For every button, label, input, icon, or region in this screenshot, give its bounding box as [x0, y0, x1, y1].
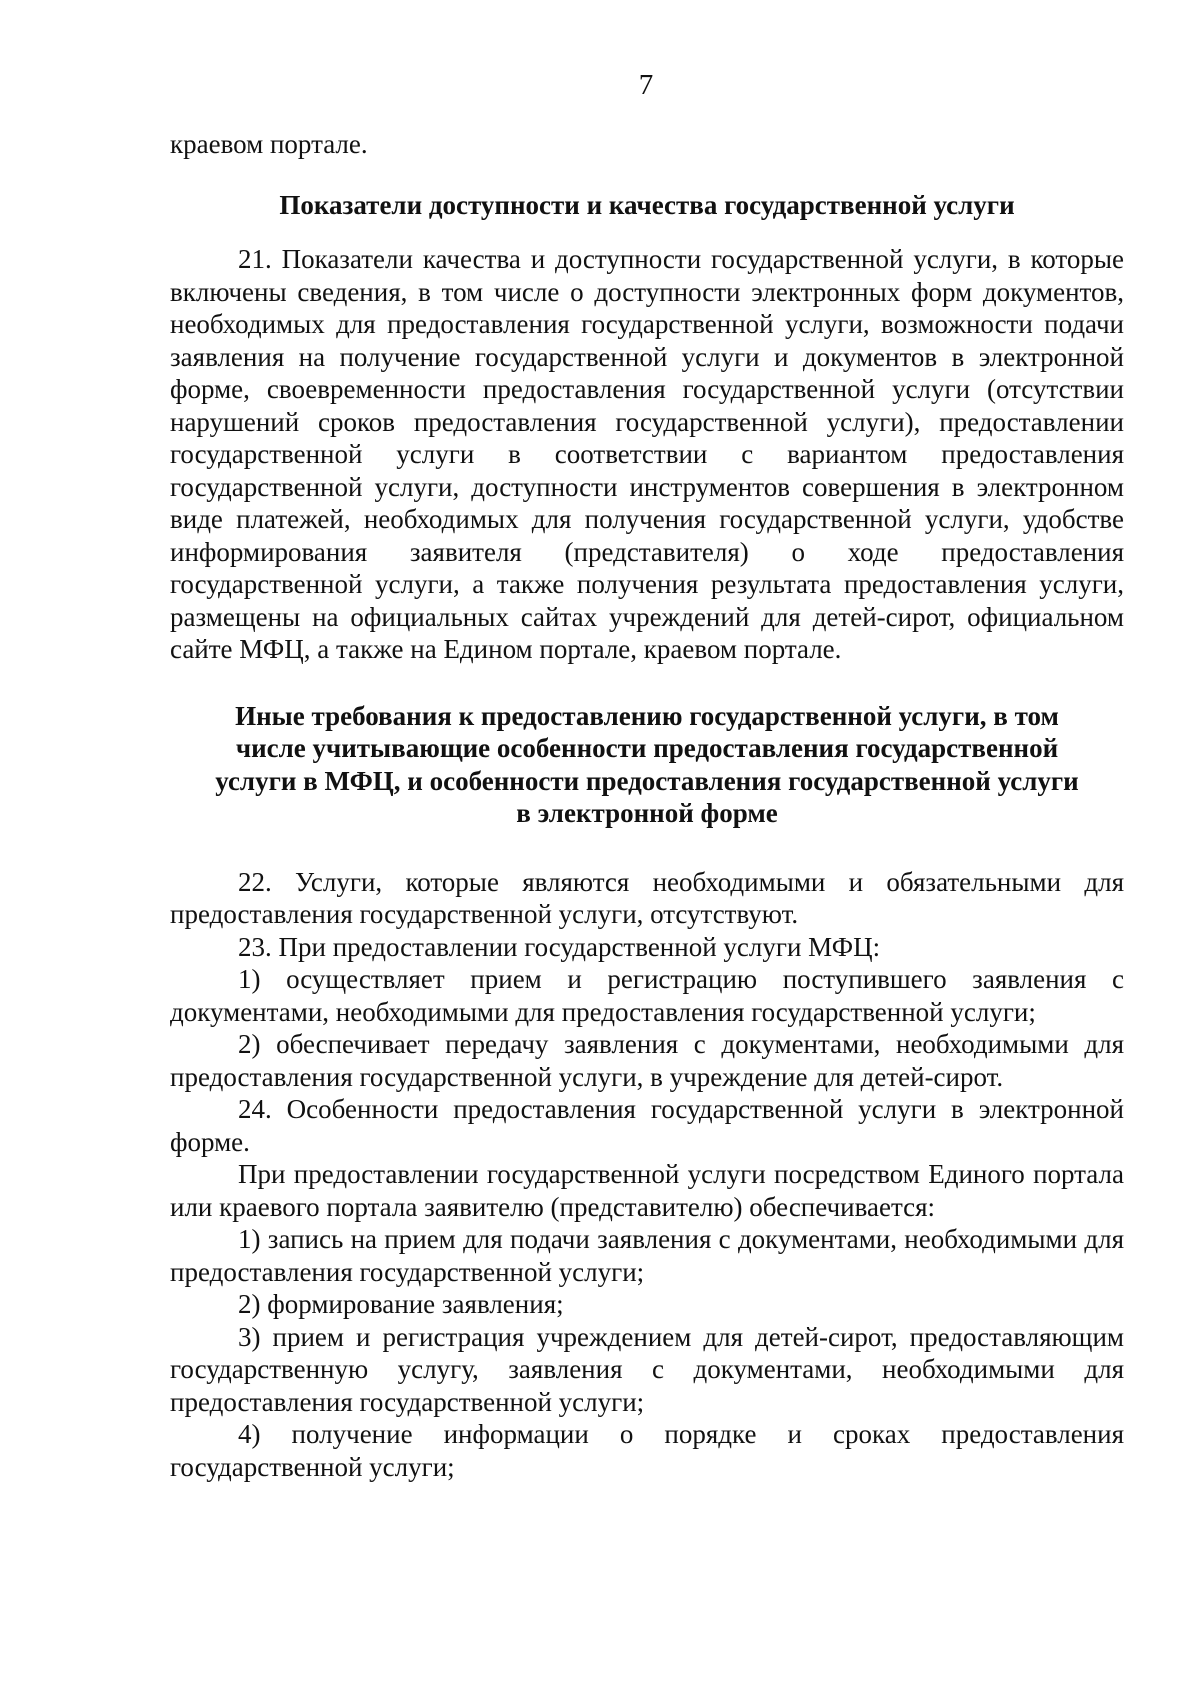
section-heading-quality: Показатели доступности и качества государственной услуги	[279, 189, 1015, 220]
paragraph-21: 21. Показатели качества и доступности государственной услуги, в которые включены сведения, в том числе о доступности электронных форм документов, необходимых для предоставления государственной услуги, возможности подачи заявления на получение государственной услуги и документов в электронной форме, своевременности предоставления государственной услуги (отсутствии нарушений сроков предоставления государственной услуги), предоставлении государственной услуги в соответствии с вариантом предоставления государственной услуги, доступности инструментов совершения в электронном виде платежей, необходимых для получения государственной услуги, удобстве информирования заявителя (представителя) о ходе предоставления государственной услуги, а также получения результата предоставления услуги, размещены на официальных сайтах учреждений для детей-сирот, официальном сайте МФЦ, а также на Едином портале, краевом портале.	[170, 244, 1124, 664]
heading-line: услуги в МФЦ, и особенности предоставления государственной услуги	[215, 765, 1079, 796]
document-body	[170, 128, 1124, 1483]
list-item-24-2: 2) формирование заявления;	[238, 1289, 564, 1319]
paragraph-24: 24. Особенности предоставления государственной услуги в электронной форме.	[170, 1094, 1124, 1157]
continuation-text: краевом портале.	[170, 129, 368, 159]
list-item-24-4: 4) получение информации о порядке и сроках предоставления государственной услуги;	[170, 1419, 1124, 1482]
list-item-23-2: 2) обеспечивает передачу заявления с документами, необходимыми для предоставления государственной услуги, в учреждение для детей-сирот.	[170, 1029, 1124, 1092]
list-item-24-3: 3) прием и регистрация учреждением для детей-сирот, предоставляющим государственную услугу, заявления с документами, необходимыми для предоставления государственной услуги;	[170, 1321, 1124, 1417]
page-number: 7	[638, 69, 654, 101]
heading-line: числе учитывающие особенности предоставления государственной	[235, 733, 1059, 763]
paragraph-23: 23. При предоставлении государственной услуги МФЦ:	[238, 931, 881, 962]
paragraph-22: 22. Услуги, которые являются необходимыми и обязательными для предоставления государственной услуги, отсутствуют.	[170, 866, 1124, 929]
list-item-24-1: 1) запись на прием для подачи заявления с документами, необходимыми для предоставления государственной услуги;	[170, 1224, 1124, 1287]
section-heading-other-requirements	[170, 700, 1124, 830]
paragraph-24-intro: При предоставлении государственной услуги посредством Единого портала или краевого портала заявителю (представителю) обеспечивается:	[170, 1159, 1124, 1222]
heading-line: Иные требования к предоставлению государственной услуги, в том	[235, 700, 1059, 731]
list-item-23-1: 1) осуществляет прием и регистрацию поступившего заявления с документами, необходимыми для предоставления государственной услуги;	[170, 964, 1124, 1027]
heading-line: в электронной форме	[516, 798, 778, 828]
